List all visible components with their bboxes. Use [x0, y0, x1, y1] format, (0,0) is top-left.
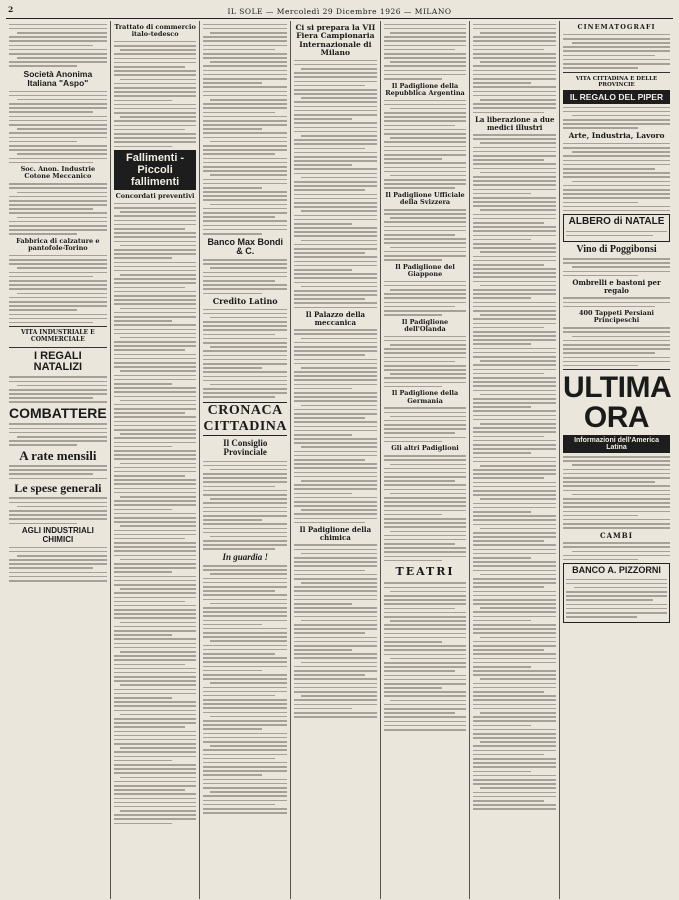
- section-teatri: TEATRI: [395, 565, 455, 579]
- article-body: [9, 24, 107, 67]
- headline-altri-padiglioni: Gli altri Padiglioni: [391, 444, 459, 453]
- headline-argentina: Il Padiglione della Repubblica Argentina: [385, 81, 465, 97]
- headline-fiera: Ci si prepara la VII Fiera Campionaria Internazionale di Milano: [295, 23, 376, 57]
- ad-regali-natalizi: I REGALI NATALIZI: [33, 349, 83, 374]
- page-number: 2: [8, 5, 14, 14]
- headline-in-guardia: In guardia !: [222, 552, 268, 563]
- headline-calzature: Fabbrica di calzature e pantofole-Torino: [16, 237, 100, 253]
- section-vita-industriale: VITA INDUSTRIALE E COMMERCIALE: [20, 329, 95, 344]
- section-cambi: CAMBI: [600, 530, 633, 540]
- headline-giappone: Il Padiglione del Giappone: [395, 262, 455, 278]
- headline-arte-industria: Arte, Industria, Lavoro: [568, 131, 665, 141]
- headline-chimica: Il Padiglione della chimica: [299, 525, 372, 543]
- headline-germania: Il Padiglione della Germania: [391, 389, 459, 405]
- ad-spese-generali: Le spese generali: [14, 481, 102, 496]
- column-6: [470, 21, 560, 899]
- ad-vino: Vino di Poggibonsi: [576, 243, 657, 255]
- albero-title: ALBERO di NATALE: [568, 216, 665, 228]
- columns: [6, 21, 673, 899]
- ad-tappeti: 400 Tappeti Persiani Principeschi: [579, 309, 655, 325]
- headline-societa-aspo: Società Anonima Italiana "Aspo": [23, 69, 93, 88]
- headline-concordati: Concordati preventivi: [115, 192, 195, 201]
- masthead-title: IL SOLE — Mercoledì 29 Dicembre 1926 — MILANO: [227, 6, 452, 16]
- headline-svizzera: Il Padiglione Ufficiale della Svizzera: [385, 191, 465, 207]
- pizzorni-title: BANCO A. PIZZORNI: [572, 565, 661, 576]
- headline-banco-bondi: Banco Max Bondi & C.: [207, 236, 283, 256]
- section-cinematografi: CINEMATOGRAFI: [577, 23, 656, 31]
- section-vita-provinciale: VITA CITTADINA E DELLE PROVINCIE: [575, 75, 658, 88]
- column-3: [200, 21, 291, 899]
- column-7: [560, 21, 673, 899]
- column-1: [6, 21, 111, 899]
- column-2: [111, 21, 201, 899]
- headline-meccanica: Il Palazzo della meccanica: [305, 310, 366, 327]
- headline-liberazione: La liberazione a due medici illustri: [474, 115, 555, 132]
- headline-trattato: Trattato di commercio italo-tedesco: [114, 23, 196, 39]
- ad-regalo-piper: IL REGALO DEL PIPER: [563, 90, 670, 104]
- ad-combattere: COMBATTERE: [9, 405, 107, 422]
- ad-albero-natale: [563, 214, 670, 241]
- ad-rate-mensili: A rate mensili: [19, 447, 97, 463]
- headline-america-latina: Informazioni dell'America Latina: [563, 435, 670, 453]
- ad-banco-pizzorni: [563, 563, 670, 623]
- ad-ombrelli: Ombrelli e bastoni per regalo: [572, 278, 661, 296]
- column-4: [291, 21, 381, 899]
- headline-fallimenti: Fallimenti - Piccoli fallimenti: [114, 150, 197, 190]
- headline-consiglio: Il Consiglio Provinciale: [223, 438, 268, 458]
- section-cronaca-cittadina: CRONACA CITTADINA: [203, 403, 287, 435]
- headline-credito-latino: Credito Latino: [212, 296, 278, 307]
- headline-cotone: Soc. Anon. Industrie Cotone Meccanico: [20, 165, 96, 181]
- ad-industriali-chimici: AGLI INDUSTRIALI CHIMICI: [21, 526, 94, 544]
- masthead: [6, 4, 673, 19]
- headline-olanda: Il Padiglione dell'Olanda: [401, 317, 449, 333]
- column-5: [381, 21, 471, 899]
- headline-ultima-ora: ULTIMA ORA: [563, 371, 672, 435]
